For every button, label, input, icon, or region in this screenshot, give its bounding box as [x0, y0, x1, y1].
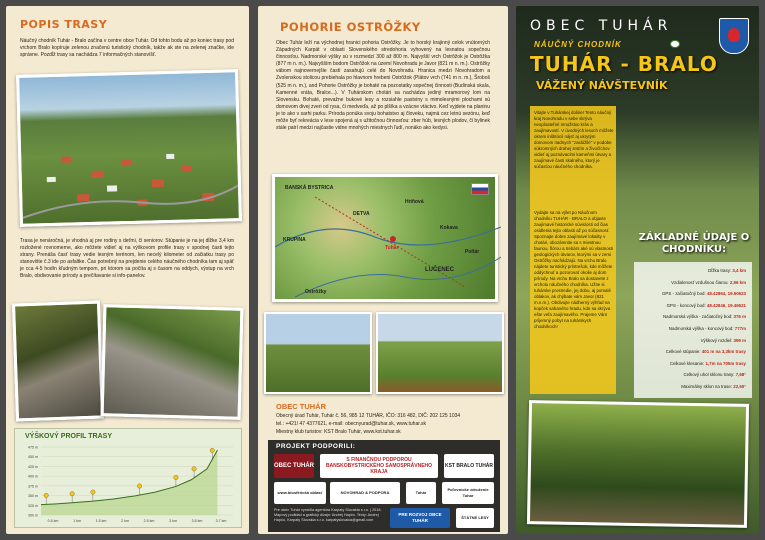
partner-logo: www.biosférická oblasť	[274, 482, 326, 504]
partner-logo: Tuhár	[406, 482, 436, 504]
y-tick-label: 375 m	[28, 484, 38, 489]
data-row	[681, 384, 746, 389]
map-label: Ostrôžky	[305, 289, 327, 295]
contact-phone-email: tel.: +421/ 47 4377621, e-mail: obecnyurad@tuhar.sk, www.tuhar.sk	[276, 421, 427, 427]
data-row-label: Celkové klesanie:	[669, 360, 706, 366]
production-note: Pre obec Tuhár vyrobila agentúra Karpaty Slovakia s.r.o. | 2018. Mapový podklad a grafický dizajn: Andrej Hapčo. Texty: Andrej Hapčo, Karpaty Slovakia s.r.o. karpatyslovakia@gmail.com	[274, 508, 382, 522]
rock-forest-photo	[101, 304, 244, 420]
x-tick-label: 1 km	[73, 519, 81, 523]
map-label: Poltár	[465, 249, 480, 255]
sponsors-box	[268, 440, 500, 532]
data-row	[670, 361, 746, 366]
slovakia-flag-icon	[471, 183, 489, 195]
station-marker	[174, 475, 178, 479]
statne-lesy-logo: ŠTÁTNE LESY	[456, 508, 494, 528]
station-marker	[192, 467, 196, 471]
map-label: KRUPINA	[283, 237, 306, 243]
elevation-profile-title: VÝŠKOVÝ PROFIL TRASY	[25, 433, 112, 440]
data-row-value: 7,68°	[735, 372, 746, 378]
map-label: LUČENEC	[425, 267, 455, 273]
data-row-value: 376 m	[733, 314, 746, 320]
x-tick-label: 2.5 km	[143, 519, 155, 523]
ostrozky-body-text: Obec Tuhár leží na východnej hranici pohoria Ostrôžky. Je to horský krajinný celok vnútorných Západných Karpát v oblasti Slovenského stredohoria vyhovený na lesnatou sopečnou činnosťou. Nadmorské výšky sú v rozmedzí 300 až 800 m. Najvyšší vrch Ostrôžok je Ostrôžka (877 m n. m.). Najvyšším bodom Ostrôžok na území Novohradu je Javor (821 m n. m.). Ostrôžky vábom najnovernejšie častí zasahujú celé do Novohradu. Hranica medzi Novohradom a Zvolenskou stolicou prebiehala po hlavnom hrebeni Ostrôžok (Plátov vrch (741 m n. m.), Šroboš (525 m n. m.), and Pohorie Ostrôžky je bohaté na pozostatky sopečnej činnosti (Budinská skala, Kamenné vráta, Bralce...). V Tuhárskom chotári sa nachádza jediný mramorový lom na Slovensku. Bohaté, prevažne bukové lesy a rozsiahle pastviny s mimolesnými plochami sú domovom divej zveri od rysa, či medveďa, až po plšíka a vzácne vtáctvo. Keď vyjdete na planinu je to ako v sarhi parku. Príroda ponúka svoju bohatstvo aj človeku, najmä cez letnú sezónu, keď môže byť rekreácia v lese spojená aj s užitočnou činnosťou: zber húb, lesných plodov, či bylinek stále patrí medzi najčastie vidne mnohých miestnych ľudí, nonáko ako kedysi.	[276, 40, 490, 132]
welcome-text: Vitajte v Tuhárskej doline! Tento náučný kraj Novohradu v sebe skrýva neopísateľné množstvo krás a zaujímavostí. V úvodných lesoch môžete okrem inštitúcií nájsť aj ukrytým domovom riadnych "zaslúžilé" v podobe súkromných drahej srstím a živočíchov vidieť aj poznávacími kameňmi útvary a zaujímavé časti skalného, ktorý je súčasťou náučného chodníka.	[534, 110, 614, 169]
region-map	[272, 174, 498, 302]
elevation-area	[41, 450, 217, 515]
map-label: Kokava	[440, 225, 458, 231]
station-marker	[91, 490, 95, 494]
map-relief	[275, 177, 501, 305]
y-tick-label: 325 m	[28, 503, 38, 508]
data-row-label: Vzdialenosť vzdušnou čiarou:	[671, 279, 730, 285]
panel-route-description	[6, 6, 249, 534]
data-row-label: GPS - koncový bod:	[666, 302, 707, 308]
basic-data-title: ZÁKLADNÉ ÚDAJE O CHODNÍKU:	[638, 232, 750, 255]
elevation-profile-chart	[14, 428, 242, 528]
map-label: Hriňová	[405, 199, 424, 205]
map-label: DETVA	[353, 211, 370, 217]
cover-subtitle: NÁUČNÝ CHODNÍK	[534, 40, 622, 49]
y-tick-label: 400 m	[28, 474, 38, 479]
data-row	[662, 291, 746, 296]
y-tick-label: 350 m	[28, 494, 38, 499]
data-row-label: Maximálny sklon na trase:	[681, 384, 734, 389]
pre-rozvoj-logo: PRE ROZVOJ OBCE TUHÁR	[390, 508, 450, 528]
x-tick-label: 3.5 km	[191, 519, 203, 523]
map-label: Tuhár	[385, 245, 399, 251]
data-row-value: 401 m na 3,3km trasy	[701, 349, 746, 355]
station-marker	[210, 448, 214, 452]
data-row-value: 48.42864, 19.50623	[706, 291, 746, 297]
data-row-label: GPS - začiatočný bod:	[662, 291, 707, 297]
data-row	[669, 326, 746, 331]
data-row-label: Nadmorská výška - začiatočný bod:	[663, 314, 734, 320]
route-body-text: Trasa je nenáročná, je vhodná aj pre rodiny s deťmi, či seniorov. Stúpanie je na jej dĺžke 3,4 km rozložené rovnomerne, ako môžete vidieť aj na výškovom profile trasy v spodnej časti tejto strany. Prenáša časť trasy vedie lesným terénom, len necelý kilometer od začiatku trasy po stanovište č.3 ide po asfaltke. Čas potrebný na prejdenie celého náučného chodníka tam aj späť je cca 4-5 hodín kľudným tempom, pri ktorom sa počíta aj s časom na oddych, výstup na vrch Bralo, obdivovanie prírody a prečítavanie si info-panelov.	[20, 238, 234, 280]
station-marker	[70, 492, 74, 496]
basic-data-box	[634, 262, 752, 398]
x-tick-label: 2 km	[121, 519, 129, 523]
coat-of-arms-icon	[719, 18, 749, 54]
data-row-label: Celkový uhol sklonu trasy:	[683, 372, 736, 378]
welcome-box	[530, 106, 616, 394]
kst-bralo-logo: KST BRALO TUHÁR	[444, 454, 494, 478]
x-tick-label: 0.5 km	[47, 519, 59, 523]
forest-photo	[527, 400, 749, 528]
village-aerial-photo	[16, 69, 242, 227]
data-row	[671, 280, 746, 285]
region-support-logo: S FINANČNOU PODPOROU BANSKOBYSTRICKÉHO SAMOSPRÁVNEHO KRAJA	[320, 454, 438, 478]
station-marker	[137, 484, 141, 488]
cover-title: TUHÁR - BRALO	[530, 52, 718, 76]
data-row-label: Celkové stúpanie:	[665, 349, 702, 355]
partner-logo: NOVOHRAD & PODPORA	[330, 482, 400, 504]
ostrozky-title: POHORIE OSTRÔŽKY	[280, 20, 421, 34]
x-tick-label: 3 km	[169, 519, 177, 523]
village-illustration	[19, 72, 242, 227]
data-row-value: 3,4 km	[732, 268, 746, 273]
data-row	[683, 372, 746, 377]
data-row-value: 2,96 km	[729, 279, 746, 285]
station-marker	[44, 493, 48, 497]
y-tick-label: 450 m	[28, 455, 38, 460]
x-tick-label: 1.5 km	[95, 519, 107, 523]
rock-formation-photo	[12, 301, 104, 422]
panel-ostrozky	[258, 6, 508, 534]
contact-title: OBEC TUHÁR	[276, 402, 326, 411]
cover-obec: OBEC TUHÁR	[530, 18, 673, 34]
meadow-photo	[376, 312, 504, 394]
welcome-heading: VÁŽENÝ NÁVŠTEVNÍK	[536, 79, 668, 92]
x-tick-label: 3.7 km	[215, 519, 227, 523]
elevation-profile-svg	[15, 429, 243, 529]
map-label: BANSKÁ BYSTRICA	[285, 185, 334, 191]
data-row-value: 1,7m na 705m trasy	[705, 360, 746, 366]
y-tick-label: 425 m	[28, 464, 38, 469]
data-row	[663, 314, 746, 319]
data-row-value: 399 m	[733, 337, 746, 343]
landscape-photo	[264, 312, 372, 394]
data-row	[667, 303, 746, 308]
y-tick-label: 300 m	[28, 513, 38, 518]
data-row-label: Nadmorská výška - koncový bod:	[668, 326, 735, 331]
route-description-title: POPIS TRASY	[20, 18, 108, 31]
data-row-label: Dĺžka trasy:	[708, 268, 733, 273]
hunting-association-logo: Poľovnícke združenie Tuhár	[442, 482, 494, 504]
data-row-value: 22,50°	[733, 384, 746, 389]
obec-tuhar-logo: OBEC TUHÁR	[274, 454, 314, 478]
data-row-label: Výškový rozdiel:	[700, 337, 734, 343]
y-tick-label: 475 m	[28, 445, 38, 450]
leaf-icon	[670, 40, 680, 48]
panel-cover	[516, 6, 759, 534]
route-intro-text: Náučný chodník Tuhár - Bralo začína v centre obce Tuhár. Od tohto bodu až po koniec trasy pod vrchom Bralo kopíruje zelenou značenú turistický chodník, takže ak ste na zelenej značke, ide správne. Pozdĺž trasy sa nachádza 7 informačných stanovíšť.	[20, 38, 234, 59]
contact-address: Obecný úrad Tuhár, Tuhár č. 56, 985 12 TUHÁR, IČO: 316 482, DIČ: 202 125 1034	[276, 413, 461, 419]
invitation-text: Vydajte sa na výlet po Náučnom chodníku TUHÁR - BRALO a objavte zaujímavé historické súvislosti od čias osídlenia tejto oblasti až po súčasnosť. Spoznajte dobre zaujímavé lokality v chotári, obozámnite sa s miestnou faunou, flórou a trebárs aké sú vlastnosti geologických útvarov, ktorými sa v zemi Ostrôžky nachádzajú. Na vrchu Bralo nájdete turistický prístrešok, kde môžete oddýchnuť a pozorovať okolie aj dom prírody. Na vrchu Bralo sa dostanete z vrcholu náučného chodníka. Užite si tuhárske prostredie, jej dobu, aj pomalé oblakov, ak chýbate vám Javor (821 m.n.m.). Obdivujte nádherný výhľad na kopček sahaného hradu, kde sa skrýva ešte veľa zaujímavého. Prajeme Vám príjemný pobyt na tuhárskych chodníkoch!	[534, 210, 614, 329]
data-row-value: 48.42846, 19.46621	[706, 302, 746, 308]
data-row	[701, 338, 746, 343]
data-row-value: 777m	[734, 326, 746, 331]
data-row	[666, 349, 746, 354]
data-row	[708, 268, 746, 273]
contact-club: Miestny klub turistov: KST Bralo Tuhár, www.kst.tuhar.sk	[276, 429, 401, 435]
sponsors-title: PROJEKT PODPORILI:	[276, 443, 356, 450]
